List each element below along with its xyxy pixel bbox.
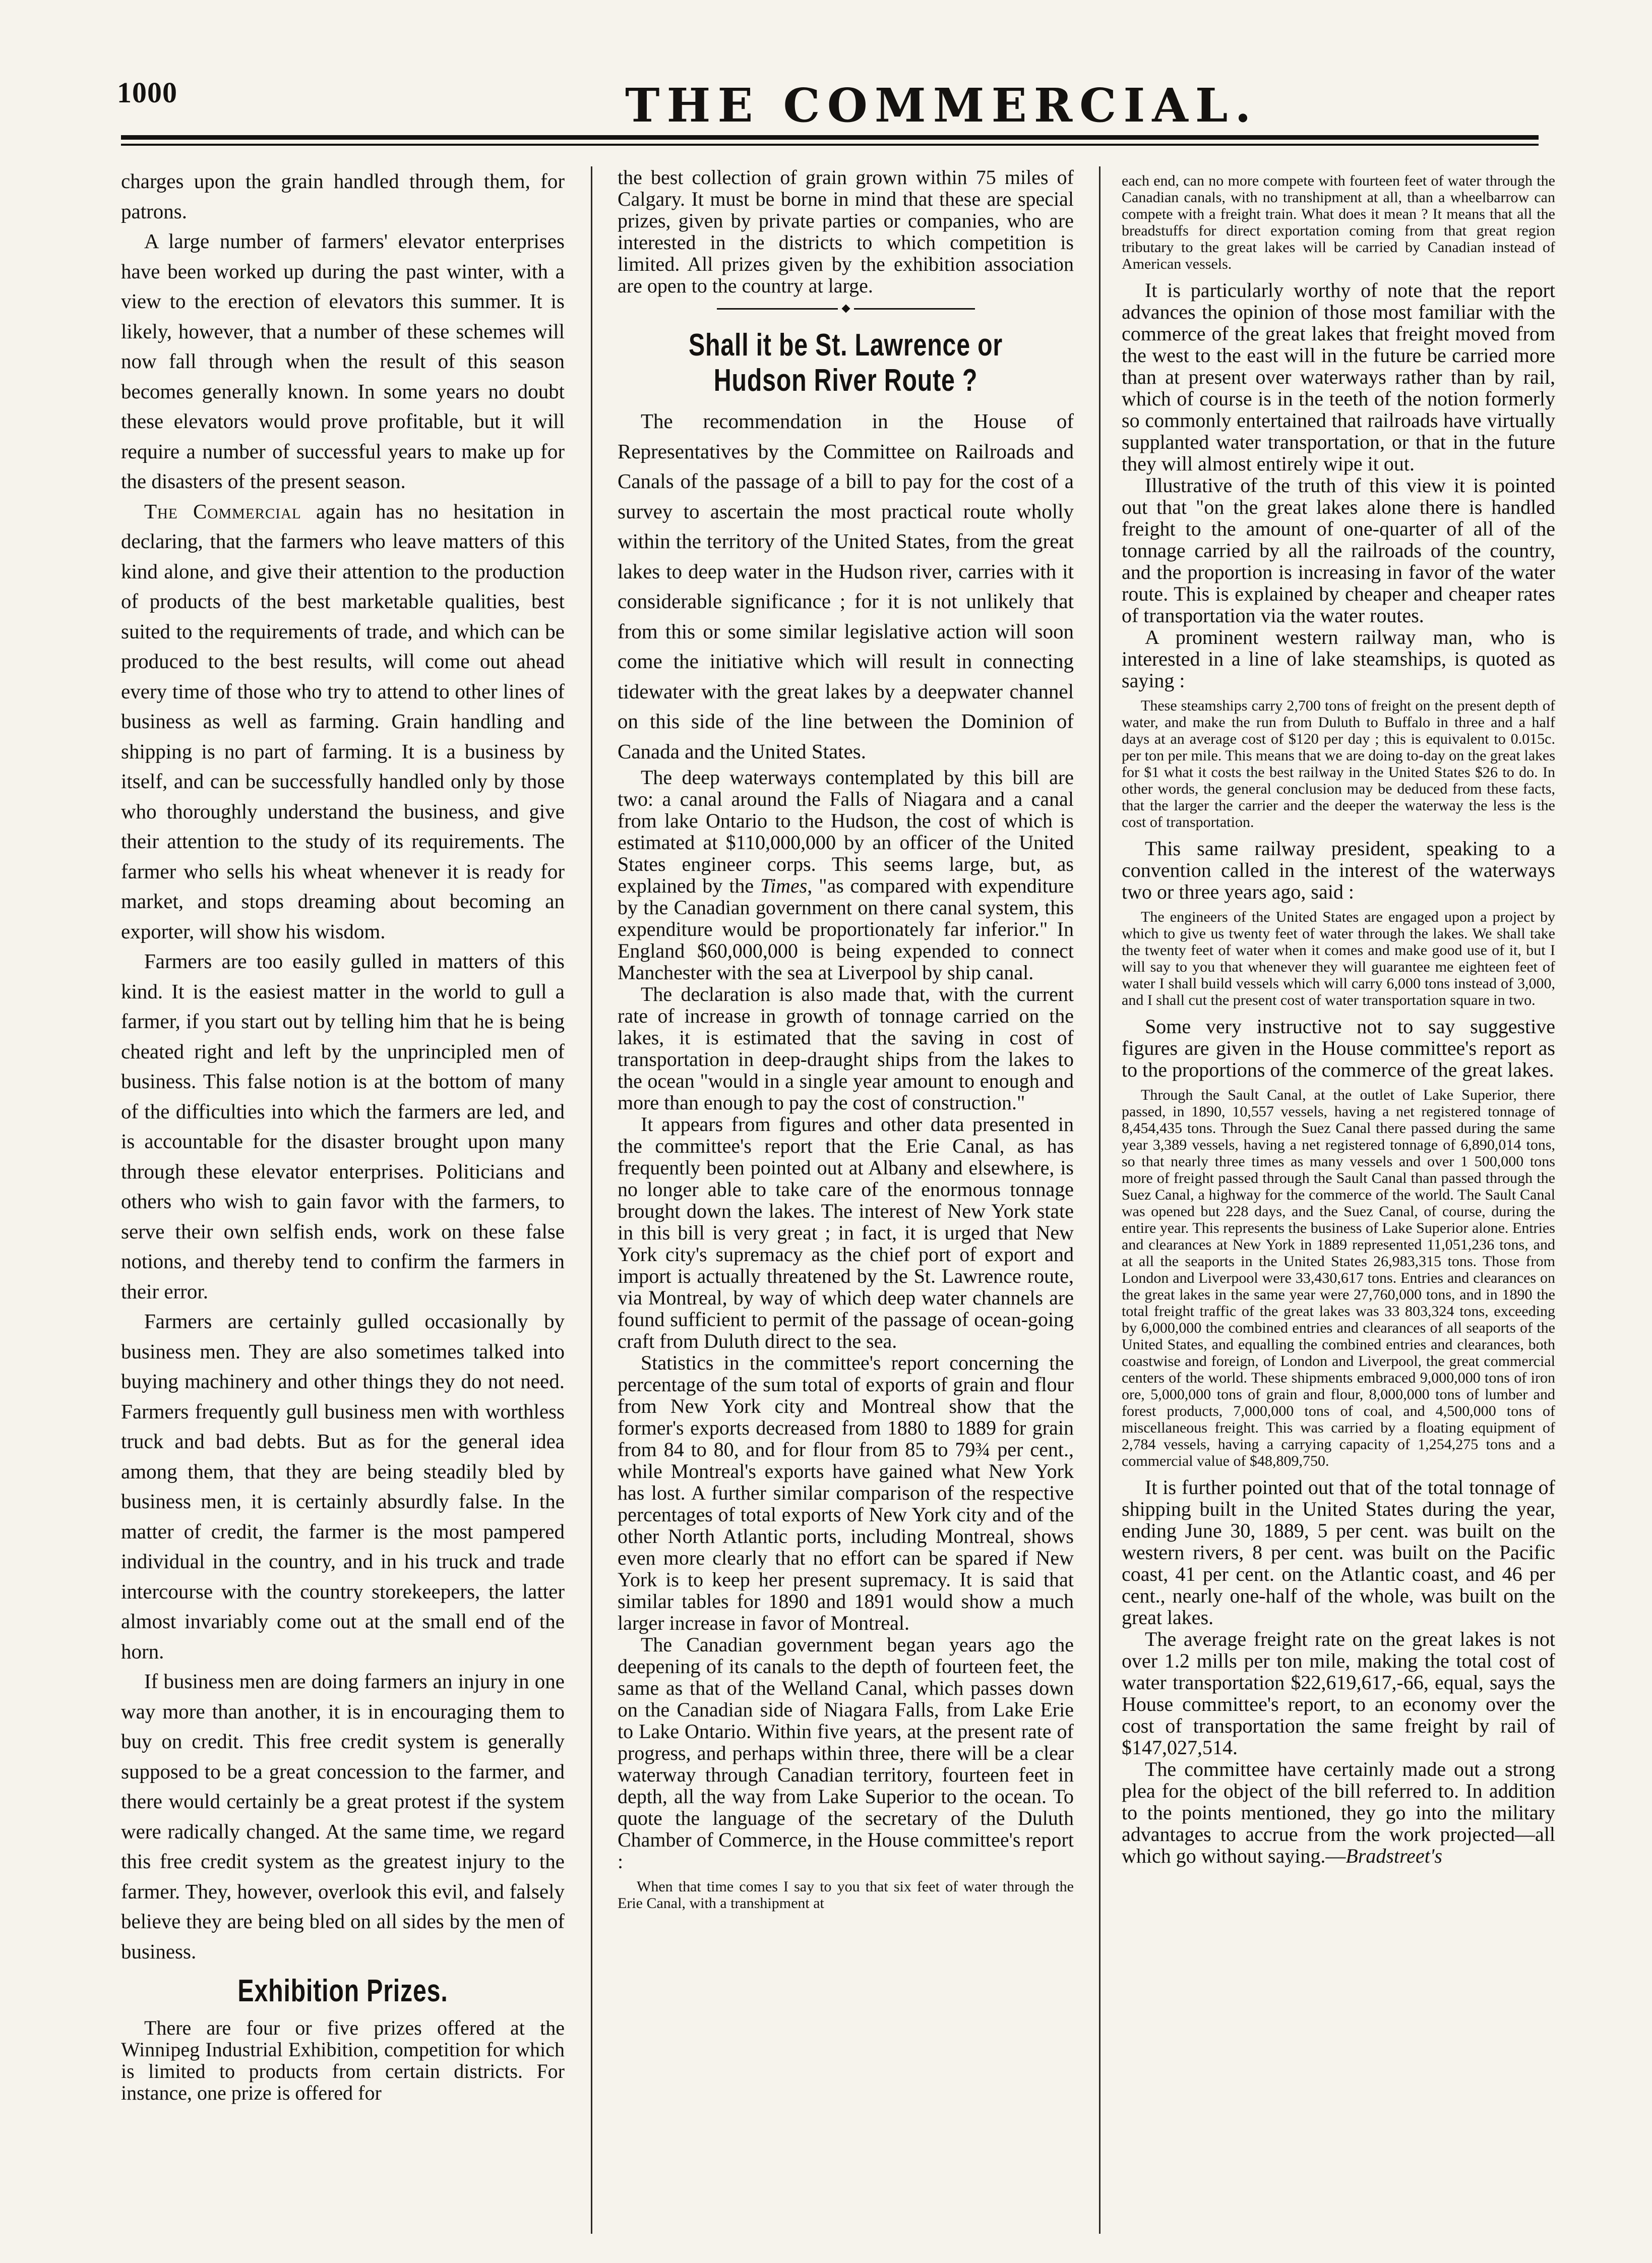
paragraph: The declaration is also made that, with the current rate of increase in growth of tonnage carried on the lakes, it is estimated that the saving in cost of transportation in deep-draught ships from the lakes to the ocean "would in a single year amount to enough and more than enough to pay the cost of construction." [618, 983, 1074, 1114]
paragraph [618, 766, 1074, 983]
section-separator [618, 296, 1074, 321]
paragraph: A large number of farmers' elevator enterprises have been worked up during the past winter, with a view to the erection of elevators this summer. It is likely, however, that a number of these schemes will now fall through when the result of this season becomes generally known. In some years no doubt these elevators would prove profitable, but it will require a number of successful years to make up for the disasters of the present season. [121, 229, 565, 493]
masthead: THE COMMERCIAL. [625, 78, 1258, 133]
paragraph: The Canadian government began years ago the deepening of its canals to the depth of fourteen feet, the same as that of the Welland Canal, which passes down on the Canadian side of Niagara Falls, from Lake Erie to Lake Ontario. Within five years, at the present rate of progress, and perhaps within three, there will be a clear waterway through Canadian territory, fourteen feet in depth, all the way from Lake Superior to the ocean. To quote the language of the secretary of the Duluth Chamber of Commerce, in the House committee's report : [618, 1633, 1074, 1873]
paragraph: The recommendation in the House of Representatives by the Committee on Railroads and Canals of the passage of a bill to pay for the cost of a survey to ascertain the most practical route wholly within the territory of the United States, from the great lakes to deep water in the Hudson river, carries with it considerable significance ; for it is not unlikely that from this or some similar legislative action will soon come the initiative which will result in connecting tidewater with the great lakes by a deepwater channel on this side of the line between the Dominion of Canada and the United States. [618, 409, 1074, 763]
block-quote: When that time comes I say to you that six feet of water through the Erie Canal, with a transhipment at [618, 1878, 1074, 1912]
paragraph: Statistics in the committee's report concerning the percentage of the sum total of exports of grain and flour from New York city and Montreal show that the former's exports decreased from 1880 to 1889 for grain from 84 to 80, and for flour from 85 to 79¾ per cent., while Montreal's exports have gained what New York has lost. A further similar comparison of the respective percentages of total exports of New York city and of the other North Atlantic ports, including Montreal, shows even more clearly that no effort can be spared if New York is to keep her present supremacy. It is said that similar tables for 1890 and 1891 would show a much larger increase in favor of Montreal. [618, 1351, 1074, 1634]
block-quote: Through the Sault Canal, at the outlet of Lake Superior, there passed, in 1890, 10,557 vessels, having a net registered tonnage of 8,454,435 tons. Through the Suez Canal there passed during the same year 3,389 vessels, having a net registered tonnage of 6,890,014 tons, so that nearly three times as many vessels and over 1 500,000 tons more of freight passed through the Sault Canal than passed through the Suez Canal, a highway for the commerce of the world. The Sault Canal was opened but 228 days, and the Suez Canal, of course, during the entire year. This represents the business of Lake Superior alone. Entries and clearances at New York in 1889 represented 11,051,236 tons, and at all the seaports in the United States 26,983,315 tons. Those from London and Liverpool were 33,430,617 tons. Entries and clearances on the great lakes in the same year were 27,760,000 tons, and in 1890 the total freight traffic of the great lakes was 33 803,324 tons, exceeding by 6,000,000 the combined entries and clearances of all seaports of the United States, and equalling the combined entries and clearances, both coastwise and foreign, of London and Liverpool, the great commercial centers of the world. These shipments embraced 9,000,000 tons of iron ore, 5,000,000 tons of grain and flour, 8,000,000 tons of lumber and forest products, 7,000,000 tons of coal, and 4,500,000 tons of miscellaneous freight. This was carried by a floating equipment of 2,784 vessels, having a carrying capacity of 1,254,275 tons and a commercial value of $48,809,750. [1122, 1087, 1555, 1469]
block-quote: each end, can no more compete with fourteen feet of water through the Canadian canals, with no transhipment at all, than a wheelbarrow can compete with a freight train. What does it mean ? It means that all the breadstuffs for direct exportation coming from that great region tributary to the great lakes will be carried by Canadian instead of American vessels. [1122, 172, 1555, 272]
column-divider [591, 166, 592, 2234]
column-2 [618, 166, 1074, 2244]
paragraph [1122, 1758, 1555, 1867]
header-rule-thick [121, 135, 1539, 140]
page-number: 1000 [117, 76, 177, 109]
paragraph: the best collection of grain grown within 75 miles of Calgary. It must be borne in mind that these are special prizes, given by private parties or companies, who are interested in the districts to which competition is limited. All prizes given by the exhibition association are open to the country at large. [618, 166, 1074, 297]
paragraph: The average freight rate on the great lakes is not over 1.2 mills per ton mile, making the total cost of water transportation $22,619,617,-66, equal, says the House committee's report, to an economy over the cost of transportation the same freight by rail of $147,027,514. [1122, 1628, 1555, 1759]
paragraph-text: again has no hesitation in declaring, that the farmers who leave matters of this kind alone, and give their attention to the production of products of the best marketable qualities, best suited to the requirements of trade, and which can be produced to the best results, will come out ahead every time of those who try to attend to other lines of business as well as farming. Grain handling and shipping is no part of farming. It is a business by itself, and can be successfully handled only by those who thoroughly understand the business, and give their attention to the study of its requirements. The farmer who sells his wheat whenever it is ready for market, and stops dreaming about becoming an exporter, will show his wisdom. [121, 499, 565, 943]
paragraph: If business men are doing farmers an injury in one way more than another, it is in encouraging them to buy on credit. This free credit system is generally supposed to be a great concession to the farmer, and there would certainly be a great protest if the system were radically changed. At the same time, we regard this free credit system as the greatest injury to the farmer. They, however, overlook this evil, and falsely believe they are being bled on all sides by the men of business. [121, 1670, 565, 1963]
block-quote: These steamships carry 2,700 tons of freight on the present depth of water, and make the run from Duluth to Buffalo in three and a half days at an average cost of $120 per day ; this is equivalent to 0.015c. per ton per mile. This means that we are doing to-day on the great lakes for $1 what it costs the best railway in the United States $26 to do. In other words, the general conclusion may be deduced from these facts, that the larger the carrier and the deeper the waterway the less is the cost of transportation. [1122, 697, 1555, 830]
paragraph: Farmers are certainly gulled occasionally by business men. They are also sometimes talked into buying machinery and other things they do not need. Farmers frequently gull business men with worthless truck and bad debts. But as for the general idea among them, that they are being steadily bled by business men, it is certainly absurdly false. In the matter of credit, the farmer is the most pampered individual in the country, and in his truck and trade intercourse with the country storekeepers, the latter almost invariably come out at the small end of the horn. [121, 1309, 565, 1663]
block-quote: The engineers of the United States are engaged upon a project by which to give us twenty feet of water through the lakes. We shall take the twenty feet of water when it comes and make good use of it, but I will say to you that whenever they will guarantee me eighteen feet of water I shall build vessels which will carry 6,000 tons instead of 3,000, and I shall cut the present cost of water transportation square in two. [1122, 909, 1555, 1008]
paragraph: A prominent western railway man, who is interested in a line of lake steamships, is quoted as saying : [1122, 626, 1555, 692]
article-heading: Exhibition Prizes. [237, 1974, 448, 2008]
source-credit: Bradstreet's [1345, 1844, 1442, 1867]
paragraph: It is particularly worthy of note that the report advances the opinion of those most familiar with the commerce of the great lakes that freight moved from the west to the east will in the future be carried more than at present over waterways rather than by rail, which of course is in the teeth of the notion formerly so commonly entertained that railroads have virtually supplanted water transportation, or that in the future they will almost entirely wipe it out. [1122, 279, 1555, 475]
column-3 [1122, 166, 1555, 2244]
paragraph: It is further pointed out that of the total tonnage of shipping built in the United States during the year, ending June 30, 1889, 5 per cent. was built on the western rivers, 8 per cent. was built on the Pacific coast, 41 per cent. on the Atlantic coast, and 46 per cent., nearly one-half of the whole, was built on the great lakes. [1122, 1476, 1555, 1629]
paragraph-text: The deep waterways contemplated by this bill are two: a canal around the Falls of Niagara and a canal from lake Ontario to the Hudson, the cost of which is estimated at $110,000,000 by an officer of the United States engineer corps. This seems large, but, as explained by the [618, 766, 1074, 897]
paragraph: This same railway president, speaking to a convention called in the interest of the waterways two or three years ago, said : [1122, 837, 1555, 903]
paragraph: It appears from figures and other data presented in the committee's report that the Erie Canal, as has frequently been pointed out at Albany and elsewhere, is no longer able to take care of the enormous tonnage brought down the lakes. The interest of New York state in this bill is very great ; in fact, it is urged that New York city's supremacy as the chief port of export and import is actually threatened by the St. Lawrence route, via Montreal, by way of which deep water channels are found sufficient to permit of the passage of ocean-going craft from Duluth direct to the sea. [618, 1113, 1074, 1352]
paragraph [121, 497, 565, 947]
paragraph: There are four or five prizes offered at the Winnipeg Industrial Exhibition, competition for which is limited to products from certain districts. For instance, one prize is offered for [121, 2016, 565, 2104]
column-1 [121, 166, 565, 2244]
header-rule-thin [121, 144, 1539, 146]
article-heading: Shall it be St. Lawrence or Hudson River Route ? [688, 328, 1003, 398]
paragraph: Farmers are too easily gulled in matters of this kind. It is the easiest matter in the world to gull a farmer, if you start out by telling him that he is being cheated right and left by the unprincipled men of business. This false notion is at the bottom of many of the difficulties into which the farmers are led, and is accountable for the disaster brought upon many through these elevator enterprises. Politicians and others who wish to gain favor with the farmers, to serve their own selfish ends, work on these false notions, and thereby tend to confirm the farmers in their error. [121, 949, 565, 1303]
paragraph: Illustrative of the truth of this view it is pointed out that "on the great lakes alone there is handled freight to the amount of one-quarter of all of the tonnage carried by all the railroads of the country, and the proportion is increasing in favor of the water route. This is explained by cheaper and cheaper rates of transportation via the water routes. [1122, 474, 1555, 627]
paragraph: Some very instructive not to say suggestive figures are given in the House committee's report as to the proportions of the commerce of the great lakes. [1122, 1015, 1555, 1081]
publication-name: Times [760, 874, 808, 897]
paragraph-text: , "as compared with expenditure by the Canadian government on there canal system, this expenditure would be proportionately far inferior." In England $60,000,000 is being expended to connect Manchester with the sea at Liverpool by ship canal. [618, 874, 1074, 984]
paragraph: charges upon the grain handled through them, for patrons. [121, 169, 565, 223]
column-divider [1099, 166, 1100, 2234]
publication-name: The Commercial [144, 499, 301, 523]
paragraph-text: The committee have certainly made out a strong plea for the object of the bill referred to. In addition to the points mentioned, they go into the military advantages to accrue from the work projected—all which go without saying.— [1122, 1758, 1555, 1867]
